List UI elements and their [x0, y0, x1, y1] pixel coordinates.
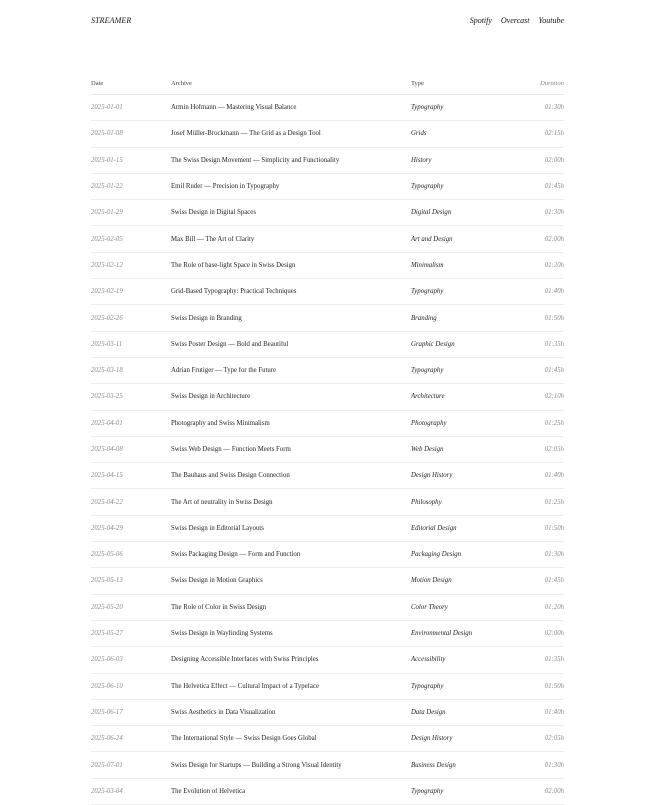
episode-duration: 02:05h	[544, 735, 564, 743]
table-row[interactable]	[91, 174, 564, 200]
episode-type: Business Design	[411, 761, 456, 769]
episode-duration: 01:35h	[544, 656, 564, 664]
episode-title: The International Style — Swiss Design Goes Global	[171, 735, 317, 743]
episode-date: 2025-04-29	[91, 524, 123, 532]
episode-date: 2025-03-04	[91, 787, 123, 795]
episode-date: 2025-01-08	[91, 130, 123, 138]
table-row[interactable]	[91, 358, 564, 384]
episode-date: 2025-01-29	[91, 209, 123, 217]
episode-title: The Swiss Design Movement — Simplicity and Functionality	[171, 156, 340, 164]
episode-date: 2025-04-08	[91, 446, 123, 453]
episode-title: The Role of Color in Swiss Design	[171, 603, 267, 611]
episode-duration: 02:00h	[544, 156, 564, 164]
episode-date: 2025-02-05	[91, 235, 123, 243]
episode-type: Typography	[411, 183, 444, 191]
episode-title: Swiss Poster Design — Bold and Beautiful	[171, 340, 289, 348]
episode-type: Typography	[411, 288, 444, 296]
episode-title: Adrian Frutiger — Type for the Future	[171, 367, 277, 375]
nav-link-youtube[interactable]: Youtube	[538, 15, 564, 25]
table-row[interactable]	[91, 621, 564, 647]
episode-type: Typography	[411, 104, 444, 112]
table-row[interactable]	[91, 279, 564, 305]
episode-date: 2025-01-01	[91, 104, 123, 112]
episode-duration: 01:50h	[544, 682, 564, 690]
episode-duration: 01:40h	[544, 288, 564, 296]
episode-date: 2025-01-22	[91, 183, 123, 191]
episode-title: The Art of neutrality in Swiss Design	[171, 498, 273, 506]
table-row[interactable]	[91, 200, 564, 226]
episode-date: 2025-03-11	[91, 340, 123, 348]
table-row[interactable]	[91, 674, 564, 700]
episode-duration: 01:45h	[544, 577, 564, 585]
episode-duration: 02:05h	[544, 446, 564, 453]
episode-date: 2025-01-15	[91, 156, 123, 164]
episode-date: 2025-07-01	[91, 761, 123, 769]
episode-title: Designing Accessible Interfaces with Swiss Principles	[171, 656, 319, 664]
episode-type: Architecture	[411, 393, 445, 401]
episode-duration: 02:00h	[544, 787, 564, 795]
episode-type: Editorial Design	[411, 524, 457, 532]
top-nav	[470, 16, 564, 25]
nav-link-spotify[interactable]: Spotify	[469, 15, 492, 25]
episode-type: Digital Design	[411, 209, 452, 217]
table-row[interactable]	[91, 568, 564, 594]
episode-date: 2025-06-17	[91, 708, 123, 716]
episode-duration: 01:20h	[544, 261, 564, 269]
episode-type: Typography	[411, 367, 444, 375]
brand-logo[interactable]: STREAMER	[91, 15, 132, 25]
episode-date: 2025-04-15	[91, 472, 123, 480]
episode-type: Color Theory	[411, 603, 448, 611]
column-header-date: Date	[91, 79, 104, 87]
episode-title: Photography and Swiss Minimalism	[171, 419, 270, 427]
episode-date: 2025-06-24	[91, 735, 123, 743]
episode-title: Swiss Web Design — Function Meets Form	[171, 446, 291, 453]
episode-type: Typography	[411, 787, 444, 795]
episode-date: 2025-04-01	[91, 419, 123, 427]
column-header-type: Type	[411, 79, 424, 87]
episode-date: 2025-05-20	[91, 603, 123, 611]
nav-link-overcast[interactable]: Overcast	[500, 15, 530, 25]
episode-type: Motion Design	[411, 577, 452, 585]
episode-title: Armin Hofmann — Mastering Visual Balance	[171, 104, 297, 112]
episode-duration: 02:00h	[544, 630, 564, 638]
episode-duration: 01:40h	[544, 472, 564, 480]
episode-type: Art and Design	[411, 235, 453, 243]
episode-title: Josef Müller-Brockmann — The Grid as a Design Tool	[171, 130, 321, 138]
table-row[interactable]	[91, 779, 564, 805]
episode-type: Design History	[411, 472, 453, 480]
table-row[interactable]	[91, 95, 564, 121]
episode-title: Swiss Aesthetics in Data Visualization	[171, 708, 276, 716]
episode-date: 2025-03-18	[91, 367, 123, 375]
episode-title: The Role of base-light Space in Swiss Design	[171, 261, 296, 269]
table-header	[91, 72, 564, 95]
table-row[interactable]	[91, 726, 564, 752]
episode-title: Max Bill — The Art of Clarity	[171, 235, 255, 243]
episode-duration: 01:25h	[544, 419, 564, 427]
episode-duration: 01:45h	[544, 183, 564, 191]
episode-title: Swiss Design for Startups — Building a Strong Visual Identity	[171, 761, 342, 769]
episode-type: Grids	[411, 130, 427, 138]
episode-duration: 01:30h	[544, 761, 564, 769]
episode-duration: 01:35h	[544, 340, 564, 348]
episode-date: 2025-05-13	[91, 577, 123, 585]
episode-title: The Evolution of Helvetica	[171, 787, 246, 795]
episode-type: Philosophy	[411, 498, 442, 506]
episode-title: Swiss Design in Branding	[171, 314, 242, 322]
episode-date: 2025-02-26	[91, 314, 123, 322]
episode-duration: 01:30h	[544, 104, 564, 112]
episode-duration: 01:30h	[544, 551, 564, 559]
episode-type: Typography	[411, 682, 444, 690]
episode-title: Grid-Based Typography: Practical Techniques	[171, 288, 297, 296]
column-header-archive: Archive	[171, 79, 192, 87]
episode-title: Swiss Packaging Design — Form and Function	[171, 551, 301, 559]
table-row[interactable]	[91, 595, 564, 621]
episode-date: 2025-06-03	[91, 656, 123, 664]
episode-duration: 02:15h	[544, 130, 564, 138]
episode-date: 2025-04-22	[91, 498, 123, 506]
episode-type: Data Design	[411, 708, 446, 716]
table-body	[91, 95, 564, 805]
episode-duration: 01:45h	[544, 367, 564, 375]
episode-date: 2025-02-12	[91, 261, 123, 269]
episode-duration: 01:25h	[544, 498, 564, 506]
episode-type: Graphic Design	[411, 340, 455, 348]
site-header	[91, 12, 564, 28]
episode-title: Swiss Design in Editorial Layouts	[171, 524, 264, 532]
episode-type: Design History	[411, 735, 453, 743]
episode-type: Packaging Design	[411, 551, 462, 559]
table-row[interactable]	[91, 542, 564, 568]
episode-date: 2025-02-19	[91, 288, 123, 296]
table-row[interactable]	[91, 253, 564, 279]
episode-duration: 02:10h	[544, 393, 564, 401]
episode-duration: 01:50h	[544, 524, 564, 532]
episode-date: 2025-05-06	[91, 551, 123, 559]
table-row[interactable]	[91, 700, 564, 726]
episode-title: Swiss Design in Wayfinding Systems	[171, 630, 273, 638]
episode-date: 2025-05-27	[91, 630, 123, 638]
episode-type: History	[411, 156, 432, 164]
episode-title: Emil Ruder — Precision in Typography	[171, 183, 280, 191]
episode-date: 2025-03-25	[91, 393, 123, 401]
episode-duration: 02:00h	[544, 235, 564, 243]
episode-date: 2025-06-10	[91, 682, 123, 690]
table-row[interactable]	[91, 463, 564, 489]
column-header-duration: Duration	[540, 79, 564, 87]
table-row[interactable]	[91, 437, 564, 463]
episode-duration: 01:50h	[544, 314, 564, 322]
episode-type: Web Design	[411, 446, 444, 453]
table-row[interactable]	[91, 148, 564, 174]
table-row[interactable]	[91, 305, 564, 331]
table-row[interactable]	[91, 121, 564, 147]
table-row[interactable]	[91, 384, 564, 410]
episode-title: The Bauhaus and Swiss Design Connection	[171, 472, 290, 480]
episode-title: Swiss Design in Architecture	[171, 393, 251, 401]
episode-type: Environmental Design	[411, 630, 473, 638]
table-row[interactable]	[91, 332, 564, 358]
episode-type: Minimalism	[411, 261, 444, 269]
episode-type: Accessibility	[411, 656, 446, 664]
table-row[interactable]	[91, 226, 564, 252]
episode-type: Branding	[411, 314, 437, 322]
episode-duration: 01:30h	[544, 209, 564, 217]
table-row[interactable]	[91, 411, 564, 437]
episode-table	[91, 72, 564, 805]
episode-duration: 01:20h	[544, 603, 564, 611]
table-row[interactable]	[91, 647, 564, 673]
episode-duration: 01:40h	[544, 708, 564, 716]
table-row[interactable]	[91, 516, 564, 542]
episode-type: Photography	[411, 419, 447, 427]
episode-title: Swiss Design in Digital Spaces	[171, 209, 256, 217]
table-row[interactable]	[91, 489, 564, 515]
episode-title: Swiss Design in Motion Graphics	[171, 577, 263, 585]
episode-title: The Helvetica Effect — Cultural Impact of a Typeface	[171, 682, 319, 690]
table-row[interactable]	[91, 752, 564, 778]
